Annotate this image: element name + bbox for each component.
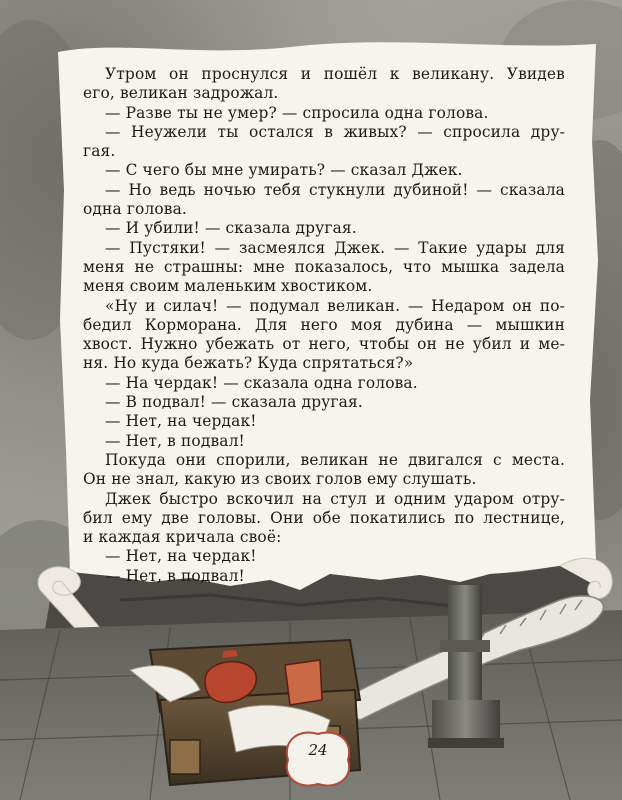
text-line: — Пустяки! — засмеялся Джек. — Такие удары для [105,238,565,257]
story-text [83,65,565,586]
text-line: — В подвал! — сказала другая. [105,393,363,412]
text-line: гая. [83,142,116,161]
text-line: — Нет, в подвал! [105,566,245,585]
text-line: Он не знал, какую из своих голов ему слушать. [83,470,477,489]
text-line: — На чердак! — сказала одна голова. [105,373,418,392]
text-line: ня. Но куда бежать? Куда спрятаться?» [83,354,414,373]
text-line: бил ему две головы. Они обе покатились по лестнице, [83,508,565,527]
text-line: — Нет, на чердак! [105,547,257,566]
text-line: — С чего бы мне умирать? — сказал Джек. [105,161,463,180]
text-line: Утром он проснулся и пошёл к великану. Увидев [105,65,565,83]
text-line: — Неужели ты остался в живых? — спросила дру- [105,122,565,141]
text-line: — Нет, на чердак! [105,412,257,431]
text-line: — Но ведь ночью тебя стукнули дубиной! — сказала [105,180,565,199]
text-line: его, великан задрожал. [83,84,279,103]
page-number: 24 [308,741,328,759]
text-line: — Нет, в подвал! [105,431,245,450]
text-line: одна голова. [83,200,187,219]
text-line: Джек быстро вскочил на стул и одним ударом отру- [105,489,565,508]
text-line: — Разве ты не умер? — спросила одна голова. [105,103,489,122]
text-line: меня не страшны: мне показалось, что мышка задела [83,257,565,276]
text-line: «Ну и силач! — подумал великан. — Недаром он по- [105,296,565,315]
text-line: и каждая кричала своё: [83,528,282,547]
text-line: — И убили! — сказала другая. [105,219,357,238]
text-line: Покуда они спорили, великан не двигался с места. [105,450,565,469]
text-line: хвост. Нужно убежать от него, чтобы он не убил и ме- [83,335,565,354]
text-line: бедил Корморана. Для него моя дубина — мышкин [83,315,565,334]
text-line: меня своим маленьким хвостиком. [83,277,373,296]
